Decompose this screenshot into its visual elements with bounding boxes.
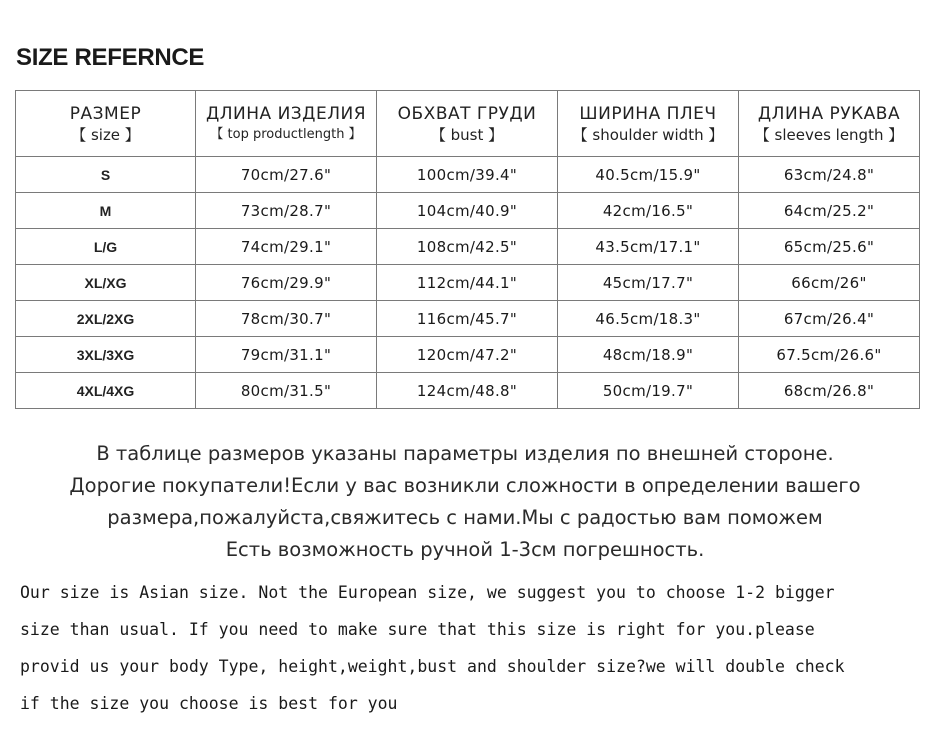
sleeve-cell: 67cm/26.4" [739,301,920,337]
english-notice [20,574,920,722]
length-cell: 74cm/29.1" [196,229,377,265]
length-cell: 70cm/27.6" [196,157,377,193]
sleeve-cell: 63cm/24.8" [739,157,920,193]
header-sleeve-label: ДЛИНА РУКАВА [757,103,901,124]
length-cell: 76cm/29.9" [196,265,377,301]
shoulder-cell: 50cm/19.7" [558,373,739,409]
bust-cell: 100cm/39.4" [377,157,558,193]
shoulder-cell: 46.5cm/18.3" [558,301,739,337]
size-cell: 3XL/3XG [16,337,196,373]
table-header-row [16,91,920,157]
sleeve-cell: 65cm/25.6" [739,229,920,265]
shoulder-cell: 45cm/17.7" [558,265,739,301]
header-bust-sublabel: 【 bust 】 [430,125,504,144]
table-row [16,373,920,409]
bust-cell: 120cm/47.2" [377,337,558,373]
russian-notice-line: Есть возможность ручной 1-3см погрешность. [225,538,705,561]
header-bust [377,91,558,157]
header-size-sublabel: 【 size 】 [71,125,140,144]
header-length-sublabel: 【 top productlength 】 [210,126,362,142]
russian-notice-line: Дорогие покупатели!Если у вас возникли сложности в определении вашего [69,474,861,497]
sleeve-cell: 68cm/26.8" [739,373,920,409]
shoulder-cell: 42cm/16.5" [558,193,739,229]
header-shoulder [558,91,739,157]
russian-notice-line: размера,пожалуйста,свяжитесь с нами.Мы с радостью вам поможем [107,506,823,529]
size-cell: M [16,193,196,229]
bust-cell: 124cm/48.8" [377,373,558,409]
size-cell: 4XL/4XG [16,373,196,409]
bust-cell: 112cm/44.1" [377,265,558,301]
sleeve-cell: 64cm/25.2" [739,193,920,229]
sleeve-cell: 67.5cm/26.6" [739,337,920,373]
length-cell: 80cm/31.5" [196,373,377,409]
russian-notice [0,438,930,566]
english-notice-line: size than usual. If you need to make sure that this size is right for you.please [20,620,815,639]
length-cell: 79cm/31.1" [196,337,377,373]
english-notice-line: provid us your body Type, height,weight,bust and shoulder size?we will double check [20,657,845,676]
header-shoulder-label: ШИРИНА ПЛЕЧ [579,103,717,124]
english-notice-line: Our size is Asian size. Not the European size, we suggest you to choose 1-2 bigger [20,583,835,602]
english-notice-line: if the size you choose is best for you [20,694,398,713]
size-cell: 2XL/2XG [16,301,196,337]
header-size-label: РАЗМЕР [69,103,142,124]
header-length-label: ДЛИНА ИЗДЕЛИЯ [205,103,367,124]
bust-cell: 104cm/40.9" [377,193,558,229]
table-row [16,265,920,301]
size-cell: L/G [16,229,196,265]
header-shoulder-sublabel: 【 shoulder width 】 [572,125,724,144]
length-cell: 78cm/30.7" [196,301,377,337]
size-cell: XL/XG [16,265,196,301]
bust-cell: 108cm/42.5" [377,229,558,265]
size-table [15,90,920,409]
page-title: SIZE REFERNCE [16,44,205,71]
header-size [16,91,196,157]
shoulder-cell: 43.5cm/17.1" [558,229,739,265]
table-row [16,337,920,373]
header-bust-label: ОБХВАТ ГРУДИ [397,103,537,124]
length-cell: 73cm/28.7" [196,193,377,229]
shoulder-cell: 40.5cm/15.9" [558,157,739,193]
header-sleeve [739,91,920,157]
header-sleeve-sublabel: 【 sleeves length 】 [754,125,904,144]
sleeve-cell: 66cm/26" [739,265,920,301]
table-row [16,229,920,265]
russian-notice-line: В таблице размеров указаны параметры изделия по внешней стороне. [96,442,834,465]
table-row [16,157,920,193]
bust-cell: 116cm/45.7" [377,301,558,337]
header-length [196,91,377,157]
table-row [16,301,920,337]
size-cell: S [16,157,196,193]
table-row [16,193,920,229]
shoulder-cell: 48cm/18.9" [558,337,739,373]
